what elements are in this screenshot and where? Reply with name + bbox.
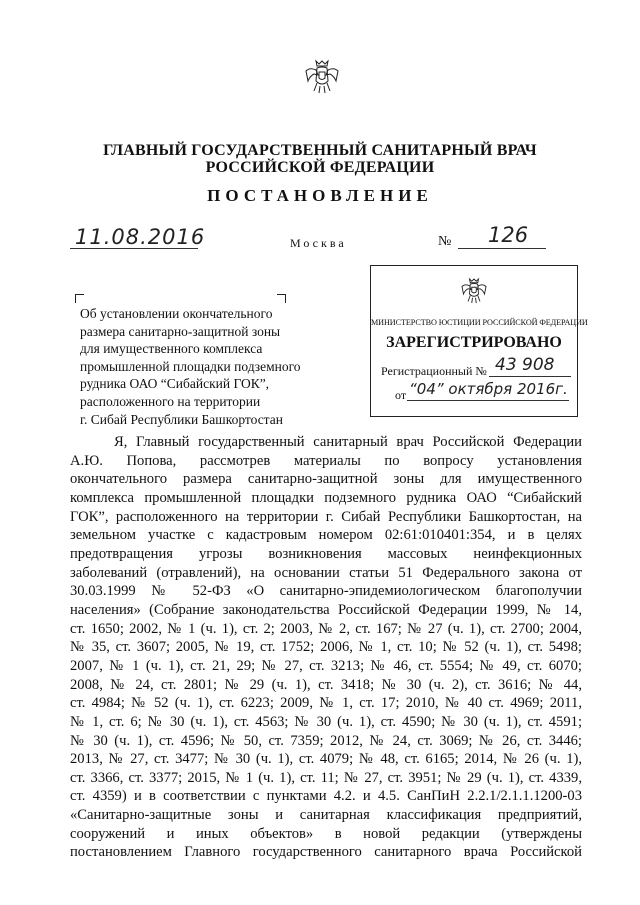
body-line: № 35, ст. 3607; 2005, № 19, ст. 1752; 2006, № 1, ст. 10; № 52 (ч. 1), ст. 5498;	[70, 639, 582, 656]
subject-line: промышленной площадки подземного	[80, 358, 301, 374]
body-line: заболеваний (отравлений), на основании статьи 51 Федерального закона от	[70, 564, 582, 581]
subject-line: рудника ОАО “Сибайский ГОК”,	[80, 376, 270, 392]
document-number: 126	[488, 223, 529, 247]
body-line: Я, Главный государственный санитарный врач Российской Федерации	[114, 434, 582, 450]
body-line: 2007, № 1 (ч. 1), ст. 21, 29; № 27, ст. 3213; № 46, ст. 5554; № 49, ст. 6070;	[70, 657, 582, 674]
issuer-title: ГЛАВНЫЙ ГОСУДАРСТВЕННЫЙ САНИТАРНЫЙ ВРАЧ	[103, 142, 537, 159]
document-body	[70, 433, 582, 862]
body-line: ст. 4984; № 52 (ч. 1), ст. 6223; 2009, № 1, ст. 17; 2010, № 40 ст. 4969; 2011,	[70, 695, 582, 712]
registration-stamp	[370, 265, 588, 417]
body-line: окончательного размера санитарно-защитной зоны для имущественного	[70, 471, 582, 488]
date-underline	[70, 248, 198, 249]
body-line: комплекса промышленной площадки подземного рудника ОАО “Сибайский	[70, 489, 582, 506]
subject-line: размера санитарно-защитной зоны	[80, 323, 281, 339]
number-underline	[458, 248, 546, 249]
document-type: ПОСТАНОВЛЕНИЕ	[207, 186, 433, 205]
subject-line: Об установлении окончательного	[80, 306, 273, 321]
body-line: земельном участке с кадастровым номером 02:61:010401:354, и в целях	[70, 527, 582, 544]
stamp-date-label: от	[395, 388, 407, 402]
subject-line: для имущественного комплекса	[80, 341, 263, 357]
body-line: № 1, ст. 6; № 30 (ч. 1), ст. 4563; № 30 (ч. 1), ст. 4590; № 30 (ч. 1), ст. 4591;	[70, 713, 582, 730]
body-line: «Санитарно-защитные зоны и санитарная классификация предприятий,	[70, 807, 582, 824]
stamp-date-underline	[407, 400, 569, 401]
coat-of-arms-icon	[302, 57, 342, 97]
subject-line: расположенного на территории	[80, 393, 261, 409]
body-line: ст. 3366, ст. 3377; 2015, № 1 (ч. 1), ст. 11; № 27, ст. 3951; № 29 (ч. 1), ст. 4339,	[70, 769, 582, 786]
document-subject	[80, 305, 305, 428]
document-date: 11.08.2016	[75, 225, 206, 249]
body-line: 2008, № 24, ст. 2801; № 29 (ч. 1), ст. 3418; № 30 (ч. 2), ст. 3616; № 44,	[70, 676, 582, 693]
coat-of-arms-icon	[459, 276, 489, 306]
body-line: ст. 1650; 2002, № 1 (ч. 1), ст. 2; 2003, № 2, ст. 167; № 27 (ч. 1), ст. 2700; 2004,	[70, 620, 582, 637]
body-line: А.Ю. Попова, рассмотрев материалы по вопросу установления	[70, 452, 582, 469]
number-sign: №	[438, 234, 452, 249]
subject-corner-left	[75, 294, 84, 303]
issuer-title-country: РОССИЙСКОЙ ФЕДЕРАЦИИ	[205, 159, 435, 176]
body-line: № 30 (ч. 1), ст. 4596; № 50, ст. 7359; 2012, № 24, ст. 3069; № 26, ст. 3446;	[70, 732, 582, 749]
body-line: предотвращения угрозы возникновения массовых неинфекционных	[70, 545, 582, 562]
body-line: сооружений и иных объектов» в новой редакции (утверждены	[70, 825, 582, 842]
body-line: ГОК”, расположенного на территории г. Сибай Республики Башкортостан, на	[70, 508, 582, 525]
body-line: ст. 4359) и в соответствии с пунктами 4.2. и 4.5. СанПиН 2.2.1/2.1.1.1200-03	[70, 788, 582, 805]
body-line: постановлением Главного государственного санитарного врача Российской	[70, 844, 582, 861]
body-line: населения» (Собрание законодательства Российской Федерации 1999, № 14,	[70, 601, 582, 618]
stamp-registered: ЗАРЕГИСТРИРОВАНО	[386, 334, 562, 351]
stamp-number-label: Регистрационный №	[381, 364, 487, 378]
document-city: Москва	[290, 236, 347, 250]
stamp-number-underline	[489, 376, 571, 377]
stamp-date: “04” октября 2016г.	[409, 380, 568, 398]
stamp-ministry: МИНИСТЕРСТВО ЮСТИЦИИ РОССИЙСКОЙ ФЕДЕРАЦИИ	[371, 318, 588, 327]
stamp-number: 43 908	[495, 355, 555, 375]
subject-corner-right	[277, 294, 286, 303]
subject-line: г. Сибай Республики Башкортостан	[80, 411, 283, 427]
body-line: 2013, № 27, ст. 3477; № 30 (ч. 1), ст. 4079; № 48, ст. 6165; 2014, № 26 (ч. 1),	[70, 751, 582, 768]
body-line: 30.03.1999 № 52-ФЗ «О санитарно-эпидемиологическом благополучии	[70, 583, 582, 600]
